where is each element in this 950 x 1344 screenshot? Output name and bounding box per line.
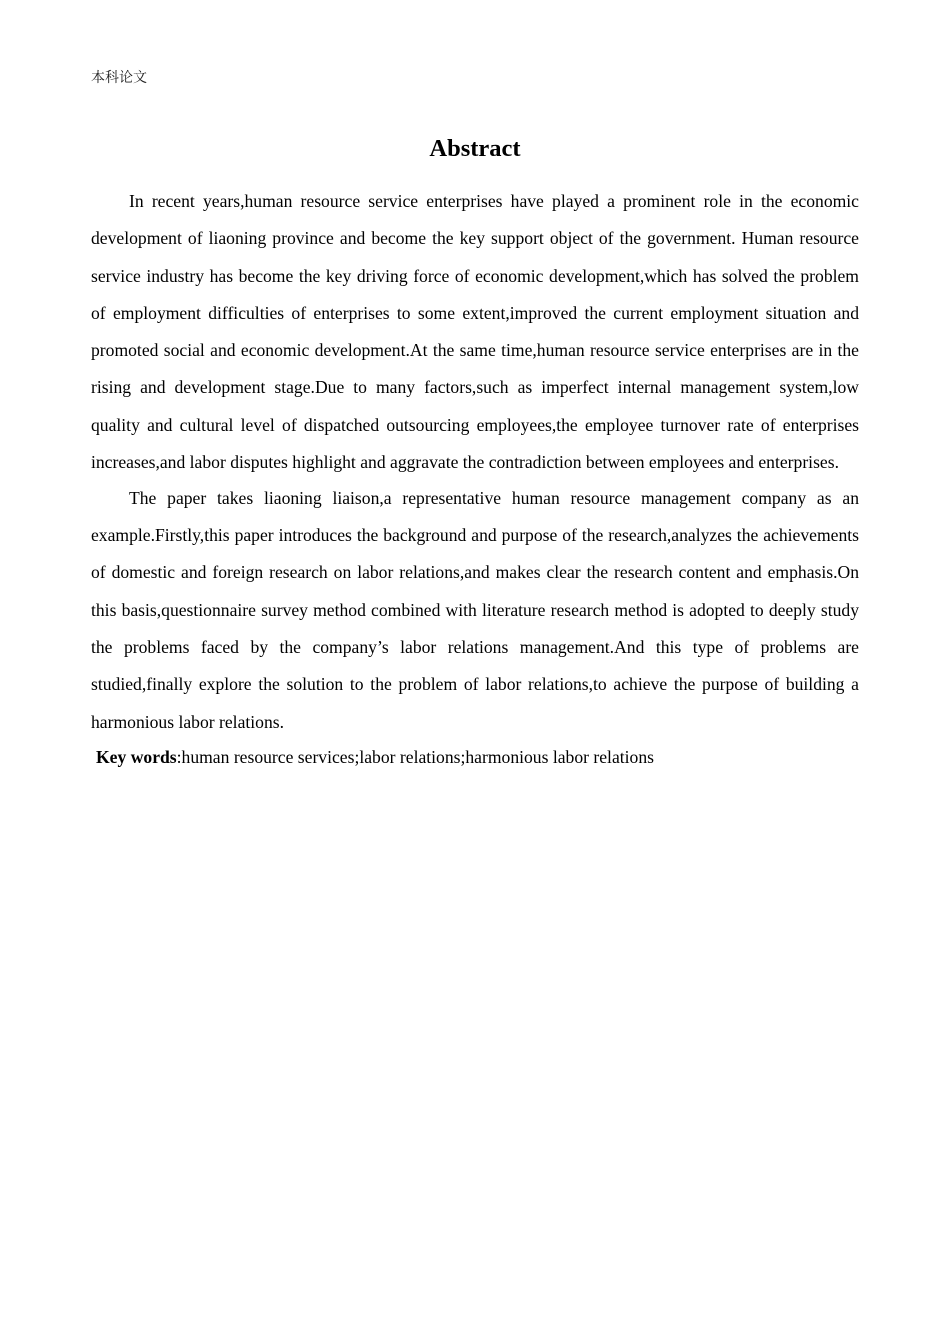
keywords-text: human resource services;labor relations;harmonious labor relations <box>181 747 654 768</box>
abstract-paragraph-2: The paper takes liaoning liaison,a representative human resource management company as an example.Firstly,this paper introduces the background and purpose of the research,analyzes the achievements of domestic and foreign research on labor relations,and makes clear the research content and emphasis.On this basis,questionnaire survey method combined with literature research method is adopted to deeply study the problems faced by the company’s labor relations management.And this type of problems are studied,finally explore the solution to the problem of labor relations,to achieve the purpose of building a harmonious labor relations. <box>91 487 859 732</box>
keywords-separator: : <box>176 747 182 768</box>
running-header: 本科论文 <box>91 70 147 86</box>
keywords-label: Key words <box>96 747 177 768</box>
abstract-title: Abstract <box>429 135 521 162</box>
keywords-line <box>91 739 859 776</box>
abstract-body <box>91 183 859 777</box>
abstract-paragraph-1: In recent years,human resource service enterprises have played a prominent role in the economic development of liaoning province and become the key support object of the government. Human resource service industry has become the key driving force of economic development,which has solved the problem of employment difficulties of enterprises to some extent,improved the current employment situation and promoted social and economic development.At the same time,human resource service enterprises are in the rising and development stage.Due to many factors,such as imperfect internal management system,low quality and cultural level of dispatched outsourcing employees,the employee turnover rate of enterprises increases,and labor disputes highlight and aggravate the contradiction between employees and enterprises. <box>91 191 859 473</box>
